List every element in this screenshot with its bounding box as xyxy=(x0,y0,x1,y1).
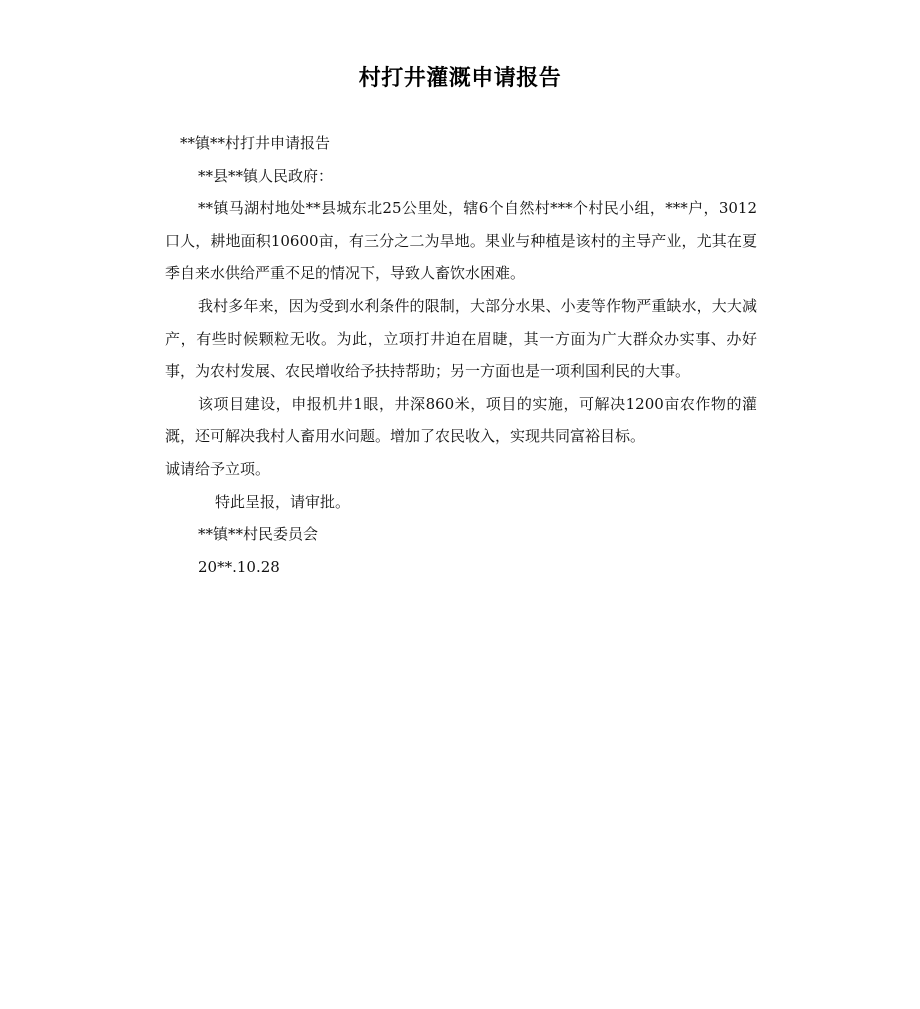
request-line: 诚请给予立项。 xyxy=(165,459,271,478)
body-paragraph: **镇马湖村地处**县城东北25公里处，辖6个自然村***个村民小组，***户，3012口人，耕地面积10600亩，有三分之二为旱地。果业与种植是该村的主导产业，尤其在夏季自来水供给严重不足的情况下，导致人畜饮水困难。 xyxy=(165,199,757,283)
closing-line: 特此呈报，请审批。 xyxy=(215,492,351,511)
body-paragraph: 该项目建设，申报机井1眼，井深860米，项目的实施，可解决1200亩农作物的灌溉，还可解决我村人畜用水问题。增加了农民收入，实现共同富裕目标。 xyxy=(165,394,757,446)
signature: **镇**村民委员会 xyxy=(198,525,319,544)
date: 20**.10.28 xyxy=(198,557,280,576)
addressee: **县**镇人民政府： xyxy=(198,166,334,185)
document-body xyxy=(165,127,757,583)
document-title: 村打井灌溉申请报告 xyxy=(358,66,562,91)
subject-line: **镇**村打井申请报告 xyxy=(180,134,331,152)
body-paragraph: 我村多年来，因为受到水利条件的限制，大部分水果、小麦等作物严重缺水，大大减产，有些时候颗粒无收。为此，立项打井迫在眉睫，其一方面为广大群众办实事、办好事，为农村发展、农民增收给予扶持帮助；另一方面也是一项利国利民的大事。 xyxy=(165,296,757,381)
